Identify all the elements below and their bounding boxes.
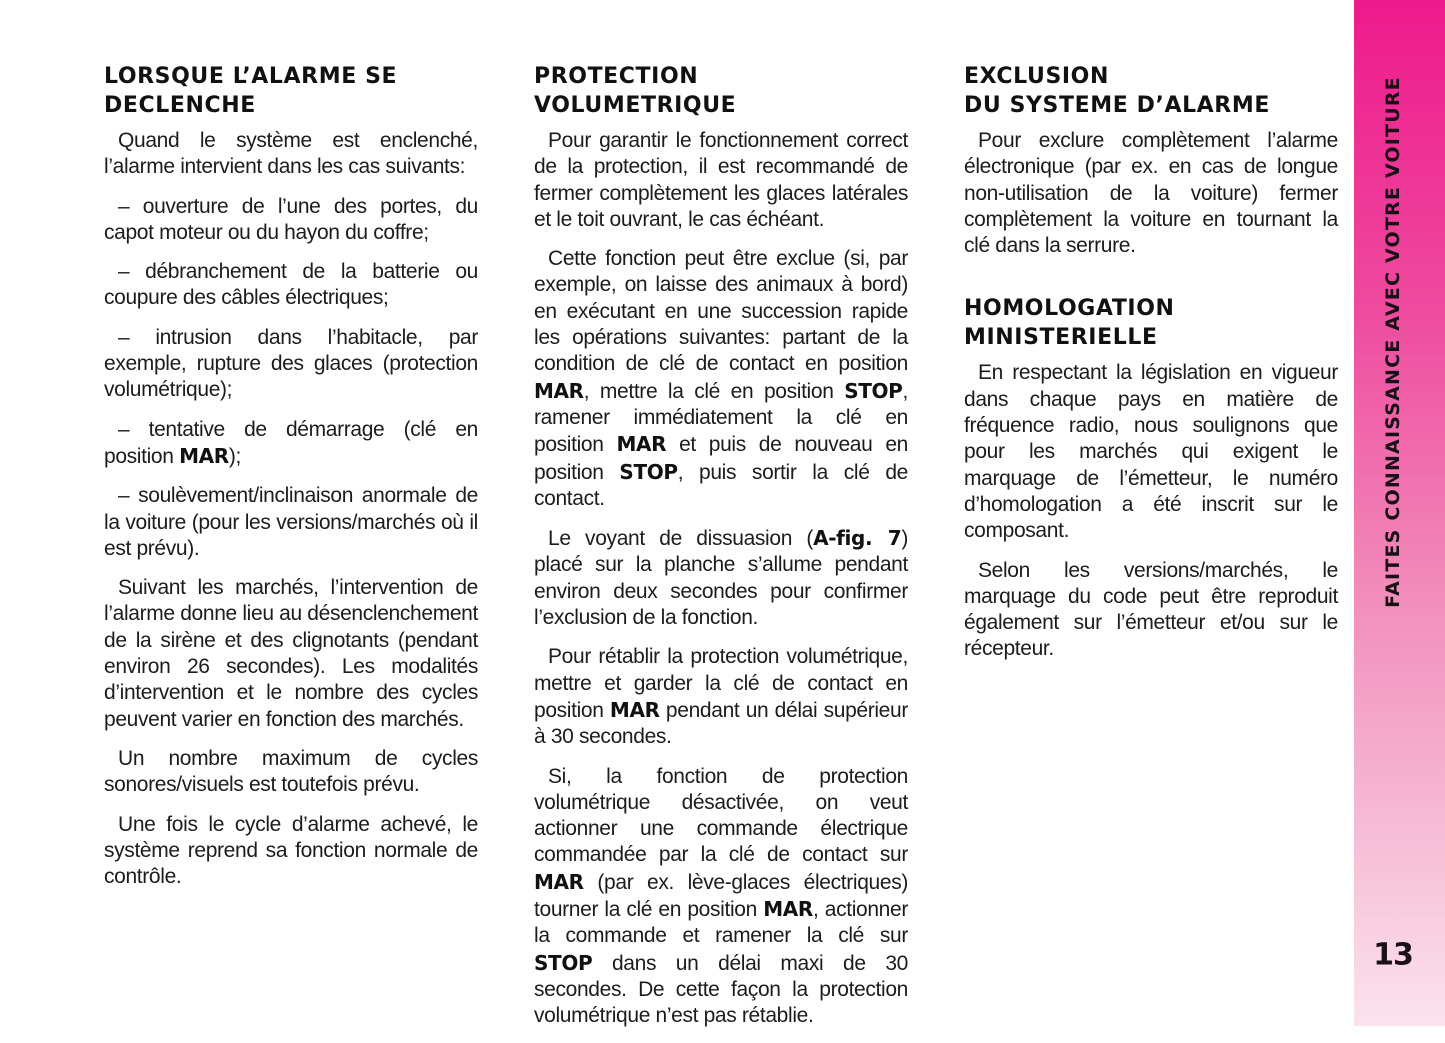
section-heading bbox=[104, 62, 478, 120]
heading-line: DECLENCHE bbox=[104, 93, 256, 118]
text-run: , actionner la commande et ramener la clé sur bbox=[534, 898, 908, 948]
text-run: dans un délai maxi de 30 secondes. De cette façon la protection volumétrique n’est pas rétablie. bbox=[534, 951, 908, 1028]
column-1 bbox=[104, 62, 478, 903]
heading-line: LORSQUE L’ALARME SE bbox=[104, 64, 398, 89]
chapter-title: FAITES CONNAISSANCE AVEC VOTRE VOITURE bbox=[1382, 76, 1404, 608]
heading-line: PROTECTION VOLUMETRIQUE bbox=[534, 64, 737, 118]
text-run: (par ex. lève-glaces électriques) tourner la clé en position bbox=[534, 870, 908, 922]
body-paragraph bbox=[964, 360, 1338, 544]
body-paragraph bbox=[964, 558, 1338, 663]
emphasis-term: STOP bbox=[534, 950, 593, 975]
body-paragraph bbox=[534, 764, 908, 1030]
heading-line: EXCLUSION bbox=[964, 64, 1109, 89]
text-run: Quand le système est enclenché, l’alarme intervient dans les cas suivants: bbox=[104, 129, 478, 179]
section-heading bbox=[964, 294, 1338, 352]
body-paragraph bbox=[534, 246, 908, 512]
text-run: Si, la fonction de protection volumétrique désactivée, on veut actionner une commande électrique commandée par la clé de contact sur bbox=[534, 764, 908, 867]
body-paragraph bbox=[534, 644, 908, 750]
emphasis-term: MAR bbox=[609, 697, 660, 722]
text-run: , ramener immédiatement la clé en position bbox=[534, 379, 908, 457]
body-paragraph bbox=[104, 417, 478, 471]
text-run: ) placé sur la planche s’allume pendant environ deux secondes pour confirmer l’exclusion de la fonction. bbox=[534, 527, 908, 630]
text-run: Un nombre maximum de cycles sonores/visuels est toutefois prévu. bbox=[104, 746, 478, 797]
text-run: et puis de nouveau en position bbox=[534, 433, 908, 484]
text-run: pendant un délai supérieur à 30 secondes. bbox=[534, 698, 908, 749]
body-paragraph bbox=[104, 194, 478, 247]
emphasis-term: MAR bbox=[763, 897, 813, 922]
text-run: – soulèvement/inclinaison anormale de la voiture (pour les versions/marchés où il est prévu). bbox=[104, 484, 478, 560]
emphasis-term: MAR bbox=[179, 443, 229, 468]
emphasis-term: MAR bbox=[534, 869, 584, 894]
emphasis-term: STOP bbox=[844, 378, 903, 403]
section-heading bbox=[964, 62, 1338, 120]
emphasis-term: MAR bbox=[534, 378, 584, 403]
column-3 bbox=[964, 62, 1338, 676]
emphasis-term: MAR bbox=[616, 432, 667, 457]
body-paragraph bbox=[104, 575, 478, 733]
text-run: Pour garantir le fonctionnement correct de la protection, il est recommandé de fermer complètement les glaces latérales et le toit ouvrant, le cas échéant. bbox=[534, 129, 908, 231]
body-paragraph bbox=[104, 325, 478, 404]
text-run: – débranchement de la batterie ou coupure des câbles électriques; bbox=[104, 260, 478, 310]
section-heading bbox=[534, 62, 908, 120]
text-run: Suivant les marchés, l’intervention de l’alarme donne lieu au désenclenchement de la sirène et des clignotants (pendant environ 26 secondes). Les modalités d’intervention et le nombre des cycles peuvent varier en fonction des marchés. bbox=[104, 576, 478, 731]
text-run: Le voyant de dissuasion ( bbox=[548, 527, 814, 551]
body-paragraph bbox=[104, 812, 478, 891]
text-run: , puis sortir la clé de contact. bbox=[534, 460, 908, 510]
body-paragraph bbox=[104, 483, 478, 562]
heading-line: HOMOLOGATION bbox=[964, 296, 1175, 322]
text-run: – tentative de démarrage (clé en position bbox=[104, 417, 478, 468]
text-run: Pour rétablir la protection volumétrique, mettre et garder la clé de contact en position bbox=[534, 645, 908, 722]
body-paragraph bbox=[964, 128, 1338, 259]
body-paragraph bbox=[104, 746, 478, 799]
text-run: , mettre la clé en position bbox=[583, 379, 845, 403]
text-run: Cette fonction peut être exclue (si, par exemple, on laisse des animaux à bord) en exécutant en une succession rapide les opérations suivantes: partant de la condition de clé de contact en position bbox=[534, 247, 908, 376]
text-run: Pour exclure complètement l’alarme électronique (par ex. en cas de longue non-utilisation de la voiture) fermer complètement la voiture en tournant la clé dans la serrure. bbox=[964, 129, 1338, 258]
emphasis-term: STOP bbox=[619, 459, 678, 484]
heading-line: MINISTERIELLE bbox=[964, 325, 1158, 351]
section-spacer bbox=[964, 272, 1338, 294]
column-2 bbox=[534, 62, 908, 1043]
text-run: Une fois le cycle d’alarme achevé, le système reprend sa fonction normale de contrôle. bbox=[104, 812, 478, 889]
page-number: 13 bbox=[1373, 937, 1413, 973]
text-run: – ouverture de l’une des portes, du capot moteur ou du hayon du coffre; bbox=[104, 194, 478, 244]
text-run: ); bbox=[228, 444, 241, 468]
body-paragraph bbox=[534, 525, 908, 631]
body-paragraph bbox=[104, 259, 478, 312]
emphasis-term: A-fig. 7 bbox=[813, 526, 902, 551]
body-paragraph bbox=[104, 128, 478, 181]
text-run: – intrusion dans l’habitacle, par exemple, rupture des glaces (protection volumétrique); bbox=[104, 325, 478, 402]
body-paragraph bbox=[534, 128, 908, 233]
text-run: Selon les versions/marchés, le marquage du code peut être reproduit également sur l’émetteur et/ou sur le récepteur. bbox=[964, 558, 1338, 661]
heading-line: DU SYSTEME D’ALARME bbox=[964, 93, 1270, 118]
text-run: En respectant la législation en vigueur dans chaque pays en matière de fréquence radio, nous soulignons que pour les marchés qui exigent le marquage de l’émetteur, le numéro d’homologation a été inscrit sur le composant. bbox=[964, 361, 1338, 543]
